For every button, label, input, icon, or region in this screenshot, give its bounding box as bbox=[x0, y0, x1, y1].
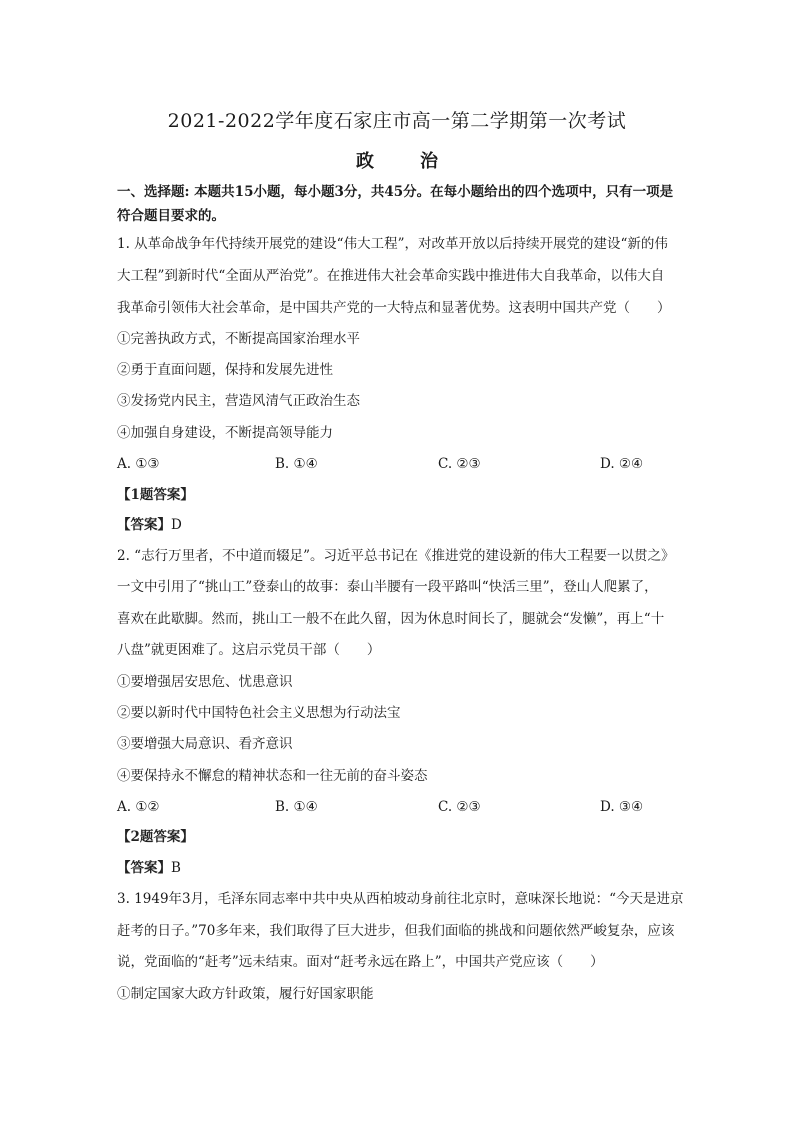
q2-stem-line-3: 喜欢在此歇脚。然而，挑山工一般不在此久留，因为休息时间长了，腿就会“发懒”，再上“十 bbox=[117, 611, 665, 627]
q2-option-c: C. ②③ bbox=[438, 799, 481, 815]
q3-stem-line-1: 3. 1949年3月，毛泽东同志率中共中央从西柏坡动身前往北京时，意味深长地说：“今天是进京 bbox=[117, 891, 684, 907]
q1-statement-4: ④加强自身建设，不断提高领导能力 bbox=[117, 425, 333, 441]
q2-statement-3: ③要增强大局意识、看齐意识 bbox=[117, 736, 293, 752]
q1-option-b: B. ①④ bbox=[275, 456, 318, 472]
q2-option-a: A. ①② bbox=[117, 799, 160, 815]
q1-answer-tag: 【答案】 bbox=[117, 517, 171, 533]
q1-answer-value: D bbox=[171, 517, 182, 533]
q1-option-a: A. ①③ bbox=[117, 456, 160, 472]
q1-option-c: C. ②③ bbox=[438, 456, 481, 472]
q2-answer bbox=[117, 858, 701, 878]
q2-stem-line-1: 2. “志行万里者，不中道而辍足”。习近平总书记在《推进党的建设新的伟大工程要一以贯之》 bbox=[117, 548, 675, 564]
q3-stem-line-3: 说，党面临的“赶考”远未结束。面对“赶考永远在路上”，中国共产党应该（ ） bbox=[117, 954, 604, 970]
q1-key-tag: 【1题答案】 bbox=[117, 487, 194, 503]
q1-stem-line-1: 1. 从革命战争年代持续开展党的建设“伟大工程”，对改革开放以后持续开展党的建设“新的伟 bbox=[117, 236, 668, 252]
q3-stem-line-2: 赶考的日子。”70多年来，我们取得了巨大进步，但我们面临的挑战和问题依然严峻复杂，应该 bbox=[117, 923, 675, 939]
q2-statement-2: ②要以新时代中国特色社会主义思想为行动法宝 bbox=[117, 705, 401, 721]
q2-option-b: B. ①④ bbox=[275, 799, 318, 815]
subject-title: 政 治 bbox=[356, 151, 452, 172]
q2-answer-tag: 【答案】 bbox=[117, 860, 171, 876]
q2-statement-1: ①要增强居安思危、忧患意识 bbox=[117, 674, 293, 690]
q2-key-tag: 【2题答案】 bbox=[117, 829, 194, 845]
q2-answer-value: B bbox=[171, 860, 181, 876]
section-instructions-line-1: 一、选择题: 本题共15小题，每小题3分，共45分。在每小题给出的四个选项中，只有一项是 bbox=[117, 184, 674, 200]
q2-stem-line-2: 一文中引用了“挑山工”登泰山的故事：泰山半腰有一段平路叫“快活三里”，登山人爬累了， bbox=[117, 579, 658, 595]
q1-stem-line-3: 我革命引领伟大社会革命，是中国共产党的一大特点和显著优势。这表明中国共产党（ ） bbox=[117, 300, 671, 316]
q2-stem-line-4: 八盘”就更困难了。这启示党员干部（ ） bbox=[117, 642, 381, 658]
q1-stem-line-2: 大工程”到新时代“全面从严治党”。在推进伟大社会革命实践中推进伟大自我革命，以伟大自 bbox=[117, 268, 665, 284]
q1-statement-1: ①完善执政方式，不断提高国家治理水平 bbox=[117, 331, 360, 347]
q1-statement-2: ②勇于直面问题，保持和发展先进性 bbox=[117, 362, 333, 378]
q2-statement-4: ④要保持永不懈怠的精神状态和一往无前的奋斗姿态 bbox=[117, 768, 428, 784]
q2-option-d: D. ③④ bbox=[600, 799, 644, 815]
q1-answer bbox=[117, 515, 701, 535]
q1-option-d: D. ②④ bbox=[600, 456, 644, 472]
section-instructions-line-2: 符合题目要求的。 bbox=[117, 208, 225, 224]
exam-title: 2021-2022学年度石家庄市高一第二学期第一次考试 bbox=[167, 110, 627, 132]
q3-statement-1: ①制定国家大政方针政策，履行好国家职能 bbox=[117, 986, 374, 1002]
q1-statement-3: ③发扬党内民主，营造风清气正政治生态 bbox=[117, 393, 360, 409]
